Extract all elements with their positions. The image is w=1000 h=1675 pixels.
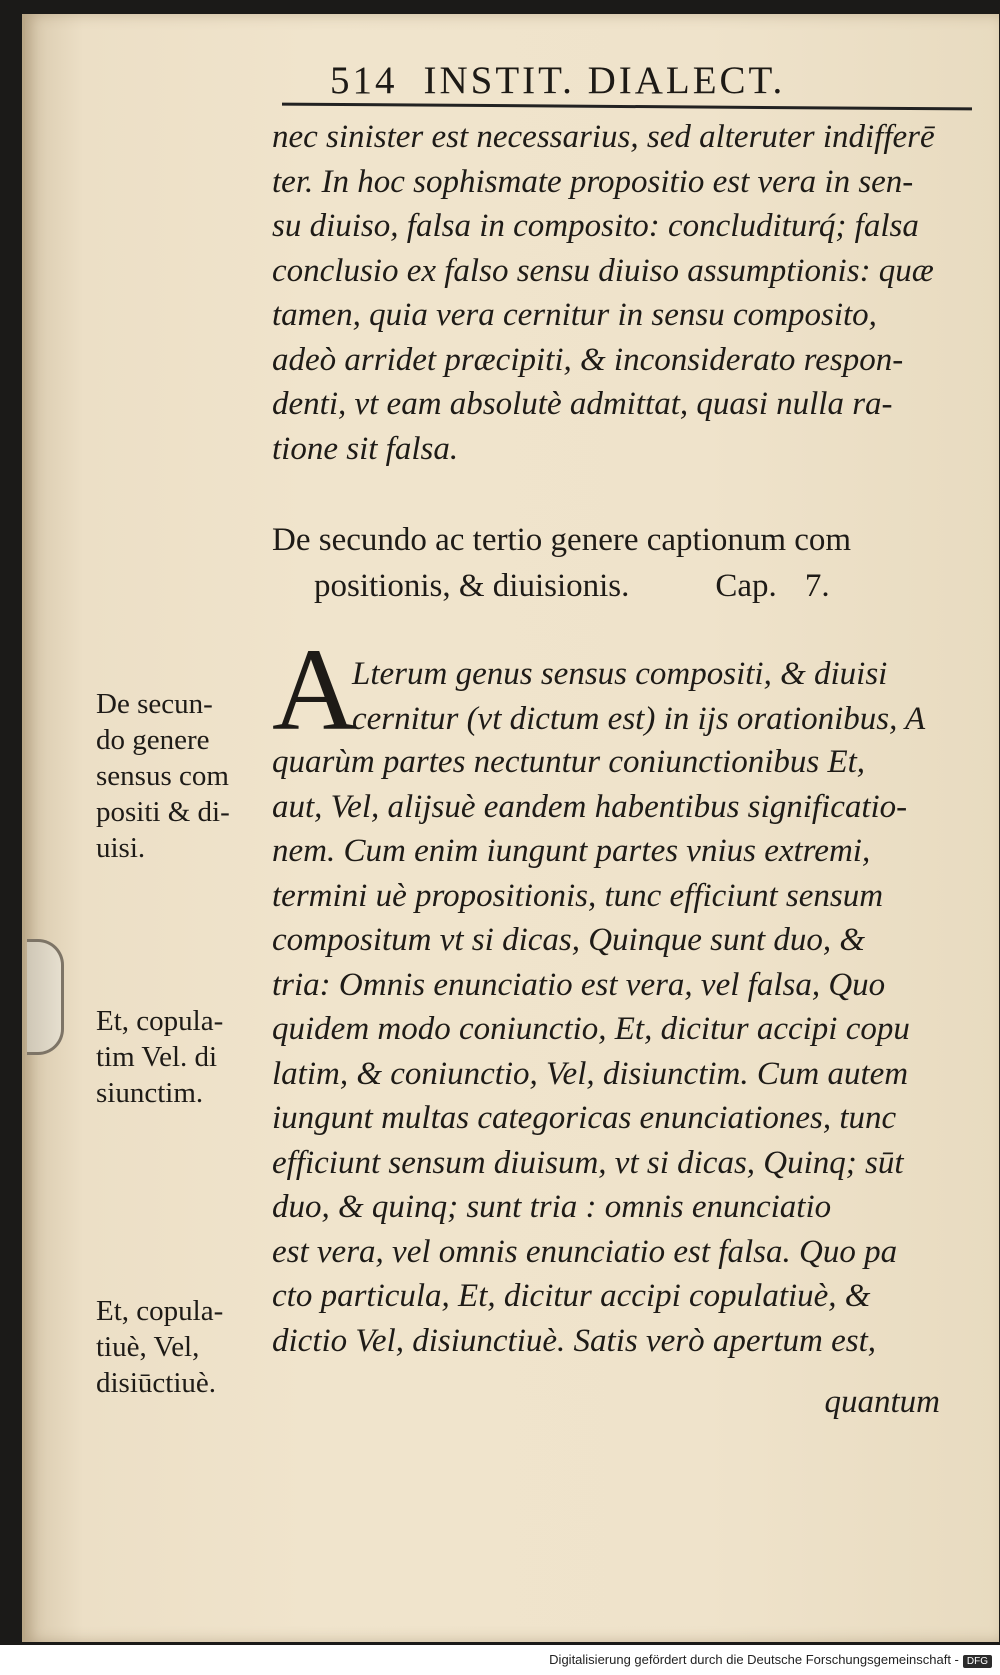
text-line: adeò arridet præcipiti, & inconsiderato respon- [272,341,904,378]
heading-line-2 [272,563,851,609]
text-line: nec sinister est necessarius, sed alteruter indifferē [272,119,935,155]
text-line: tria: Omnis enunciatio est vera, vel falsa, Quo [272,966,886,1003]
text-line: denti, vt eam absolutè admittat, quasi nulla ra- [272,386,893,422]
paragraph-2-opening [352,652,925,741]
credit-text: Digitalisierung gefördert durch die Deutsche Forschungsgemeinschaft - [549,1652,959,1667]
text-line: latim, & coniunctio, Vel, disiunctim. Cum autem [272,1055,909,1092]
paragraph-1 [272,115,935,471]
text-line: efficiunt sensum diuisum, vt si dicas, Quinq; sūt [272,1144,904,1181]
text-line: cernitur (vt dictum est) in ijs orationibus, A [352,700,926,737]
text-line: iungunt multas categoricas enunciationes, tunc [272,1100,897,1136]
text-line: tamen, quia vera cernitur in sensu composito, [272,297,877,333]
binding-clasp [27,939,64,1055]
heading-line-1: De secundo ac tertio genere captionum com [272,522,852,558]
text-line: Lterum genus sensus compositi, & diuisi [352,656,888,692]
text-line: cto particula, Et, dicitur accipi copulatiuè, & [272,1278,871,1314]
text-line: est vera, vel omnis enunciatio est falsa. Quo pa [272,1233,898,1270]
catchword: quantum [824,1384,940,1420]
text-line: quarùm partes nectuntur coniunctionibus Et, [272,744,866,780]
text-line: duo, & quinq; sunt tria : omnis enunciatio [272,1189,832,1225]
text-line: compositum vt si dicas, Quinque sunt duo, & [272,922,866,958]
text-line: ter. In hoc sophismate propositio est vera in sen- [272,163,914,200]
dfg-logo: DFG [963,1655,992,1668]
text-line: aut, Vel, alijsuè eandem habentibus significatio- [272,788,908,825]
paragraph-2 [272,740,910,1363]
digitization-credit [0,1652,992,1668]
heading-line-2-text: positionis, & diuisionis. [314,568,630,604]
text-line: quidem modo coniunctio, Et, dicitur accipi copu [272,1011,910,1047]
text-line: termini uè propositionis, tunc efficiunt sensum [272,877,884,914]
drop-cap: A [272,624,358,755]
text-line: nem. Cum enim iungunt partes vnius extremi, [272,833,871,869]
running-title: INSTIT. DIALECT. [423,59,786,102]
text-line: tione sit falsa. [272,430,459,467]
chapter-label: Cap. [715,568,777,604]
page-number: 514 [330,59,398,102]
chapter-number: 7. [804,568,830,604]
margin-note-1: De secun- do genere sensus com positi & di- uisi. [96,688,230,864]
text-line: su diuiso, falsa in composito: concluditurq́; falsa [272,208,919,244]
text-line: dictio Vel, disiunctiuè. Satis verò apertum est, [272,1322,876,1359]
margin-note-3: Et, copula- tiuè, Vel, disiūctiuè. [96,1295,224,1399]
text-line: conclusio ex falso sensu diuiso assumptionis: quæ [272,252,934,289]
running-header [330,58,785,103]
chapter-heading [272,517,851,609]
margin-note-2: Et, copula- tim Vel. di siunctim. [96,1005,224,1109]
